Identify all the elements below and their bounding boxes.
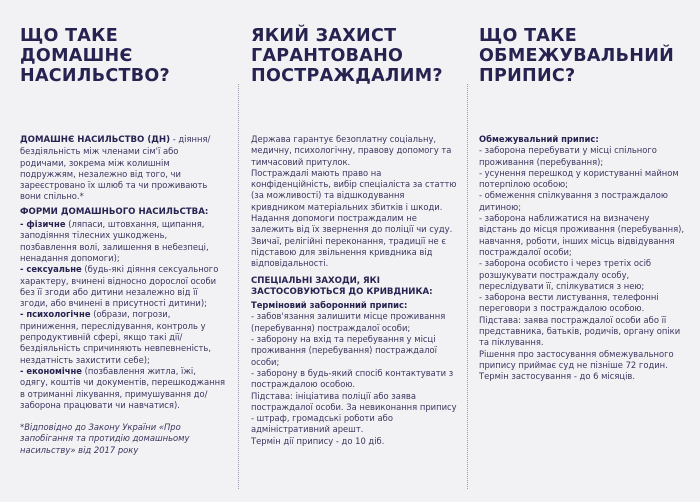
paragraph: Підстава: ініціатива поліції або заява постраждалої особи. За невиконання припису - штраф, громадські роботи або адміністративний арешт. bbox=[251, 390, 457, 435]
heading-restraining-order bbox=[479, 26, 699, 86]
form-text: (ляпаси, штовхання, щипання, заподіяння тілесних ушкоджень, позбавлення волі, залишення в небезпеці, ненадання допомоги); bbox=[20, 219, 209, 263]
footnote: *Відповідно до Закону України «Про запобігання та протидію домашньому насильству» від 2017 року bbox=[20, 422, 190, 455]
form-name: - економічне bbox=[20, 365, 82, 376]
heading-line: ЩО ТАКЕ ДОМАШНЄ bbox=[20, 26, 133, 66]
definition-text: - діяння/бездіяльність між членами сім'ї або родичами, зокрема між колишнім подружжям, незалежно від того, чи зареєстровано їх шлюб та чи проживають вони спільно.* bbox=[20, 134, 211, 202]
column-divider bbox=[467, 84, 468, 489]
column-restraining-order bbox=[479, 0, 689, 502]
paragraph: Рішення про застосування обмежувального припису приймає суд не пізніше 72 годин. bbox=[479, 348, 674, 370]
column-domestic-violence bbox=[20, 0, 226, 502]
list-title: Обмежувальний припис: bbox=[479, 134, 599, 144]
heading-line: НАСИЛЬСТВО? bbox=[20, 66, 170, 86]
paragraph: Термін застосування - до 6 місяців. bbox=[479, 371, 636, 382]
list-item: - заборона вести листування, телефонні переговори з постраждалою особою. bbox=[479, 292, 659, 314]
list-item: - заборона перебувати у місці спільного проживання (перебування); bbox=[479, 145, 657, 167]
column-divider bbox=[238, 84, 239, 489]
paragraph: Надання допомоги постраждалим не залежить від їх звернення до поліції чи суду. bbox=[251, 213, 453, 235]
paragraph: Підстава: заява постраждалої особи або її представника, батьків, родичів, органу опіки та піклування. bbox=[479, 314, 681, 348]
form-item bbox=[20, 264, 226, 309]
list-item: - заборона особисто і через третіх осіб розшукувати постраждалу особу, переслідувати її, спілкуватися з нею; bbox=[479, 258, 652, 291]
heading-line: ГАРАНТОВАНО bbox=[251, 46, 404, 66]
paragraph: Звичаї, релігійні переконання, традиції не є підставою для звільнення кривдника від відповідальності. bbox=[251, 235, 446, 269]
forms-title: ФОРМИ ДОМАШНЬОГО НАСИЛЬСТВА: bbox=[20, 206, 209, 217]
order-item: - заборону на вхід та перебування у місці проживання (перебування) постраждалої особи; bbox=[251, 334, 437, 367]
definition bbox=[20, 134, 226, 203]
column-body bbox=[251, 134, 459, 447]
order-item: - заборону в будь-який спосіб контактувати з постраждалою особою. bbox=[251, 367, 454, 390]
form-item bbox=[20, 309, 226, 365]
form-text: (будь-які діяння сексуального характеру, вчинені відносно дорослої особи без її згоди або дитини незалежно від її згоди, або вчинені в присутності дитини); bbox=[20, 264, 219, 309]
heading-line: ЯКИЙ ЗАХИСТ bbox=[251, 26, 397, 46]
heading-line: ОБМЕЖУВАЛЬНИЙ bbox=[479, 46, 675, 66]
form-item bbox=[20, 219, 226, 264]
heading-line: ЩО ТАКЕ bbox=[479, 26, 578, 46]
paragraph: Термін дії припису - до 10 діб. bbox=[251, 435, 385, 446]
column-body bbox=[479, 134, 689, 383]
form-text: (позбавлення житла, їжі, одягу, коштів чи документів, перешкоджання в отриманні лікування, примушування до/заборона працювати чи навчатися). bbox=[20, 365, 226, 410]
order-title: Терміновий заборонний припис: bbox=[251, 300, 408, 311]
column-protection bbox=[251, 0, 459, 502]
list-item: - усунення перешкод у користуванні майном потерпілою особою; bbox=[479, 167, 679, 190]
form-item bbox=[20, 366, 226, 411]
form-name: - психологічне bbox=[20, 309, 91, 320]
heading-line: ПРИПИС? bbox=[479, 66, 576, 86]
list-item: - заборона наближатися на визначену відстань до місця проживання (перебування), навчання, роботи, інших місць відвідування постраждалої особи; bbox=[479, 213, 685, 257]
form-name: - сексуальне bbox=[20, 264, 82, 275]
heading-protection bbox=[251, 26, 461, 86]
column-body bbox=[20, 134, 226, 456]
list-item: - обмеження спілкування з постраждалою дитиною; bbox=[479, 190, 668, 212]
definition-title: ДОМАШНЄ НАСИЛЬСТВО (ДН) bbox=[20, 135, 171, 145]
heading-line: ПОСТРАЖДАЛИМ? bbox=[251, 66, 443, 86]
heading-what-is-domestic-violence bbox=[20, 26, 230, 86]
paragraph: Постраждалі мають право на конфіденційність, вибір спеціаліста за статтю (за можливості) та відшкодування кривдником матеріальних збитків і шкоди. bbox=[251, 167, 457, 212]
measures-title: СПЕЦІАЛЬНІ ЗАХОДИ, ЯКІ ЗАСТОСОВУЮТЬСЯ ДО КРИВДНИКА: bbox=[251, 275, 433, 297]
form-name: - фізичне bbox=[20, 219, 66, 230]
paragraph: Держава гарантує безоплатну соціальну, медичну, психологічну, правову допомогу та тимчасовий притулок. bbox=[251, 134, 452, 167]
order-item: - забов'язання залишити місце проживання (перебування) постраждалої особи; bbox=[251, 311, 446, 333]
form-text: (образи, погрози, приниження, переслідування, контроль у репродуктивній сфері, якщо такі дії/бездіяльність спричиняють невпевненість, нездатність захистити себе); bbox=[20, 309, 212, 365]
